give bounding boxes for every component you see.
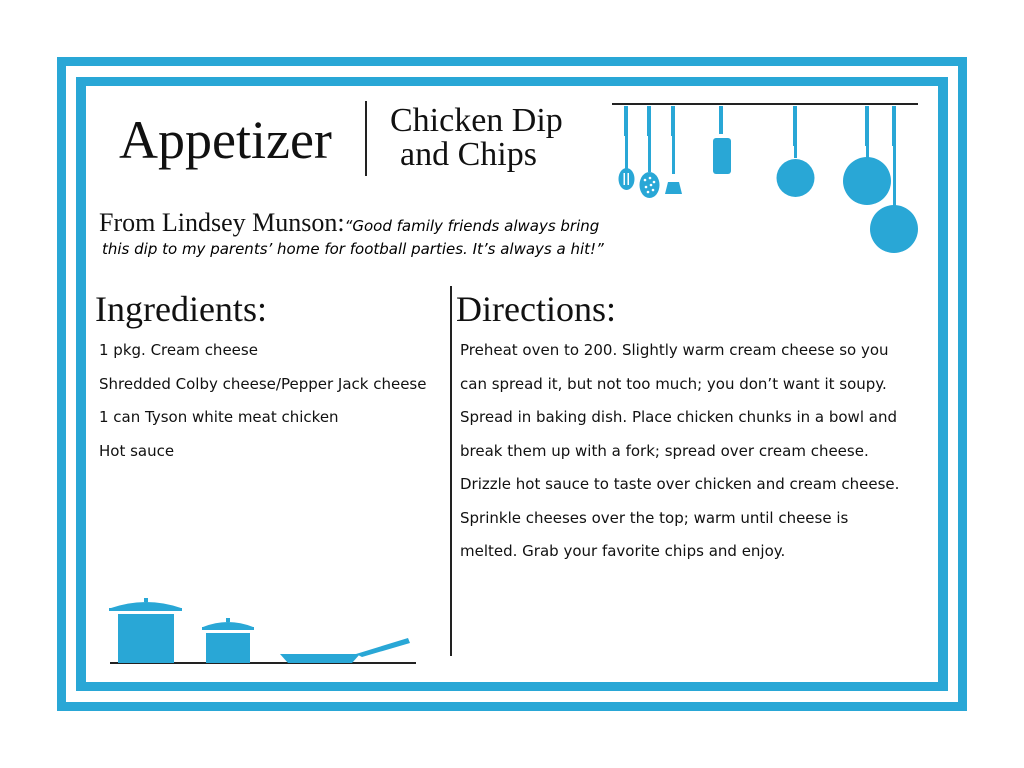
recipe-source: From Lindsey Munson: [99,208,345,237]
title-divider [365,101,367,176]
recipe-attribution [99,208,659,258]
dish-title [390,104,610,172]
directions-line: Preheat oven to 200. Slightly warm cream cheese so you [460,341,889,359]
ingredient-item: 1 pkg. Cream cheese [99,341,258,359]
ingredients-heading: Ingredients: [95,289,267,329]
dish-title-line1: Chicken Dip [390,102,563,139]
directions-heading: Directions: [456,289,616,329]
directions-line: Sprinkle cheeses over the top; warm until cheese is [460,508,849,527]
ingredient-item: 1 can Tyson white meat chicken [99,408,339,426]
directions-line: melted. Grab your favorite chips and enjoy. [460,542,786,560]
directions-line: Spread in baking dish. Place chicken chunks in a bowl and [460,408,897,426]
dish-title-line2: and Chips [400,136,537,173]
recipe-category: Appetizer [119,110,332,170]
pots-and-pan-icon [106,592,422,668]
ingredient-item: Shredded Colby cheese/Pepper Jack cheese [99,374,427,393]
hanging-utensils-icon [600,98,930,263]
ingredients-list [99,334,426,468]
directions-line: Drizzle hot sauce to taste over chicken and cream cheese. [460,475,900,493]
directions-text [460,334,899,569]
recipe-quote-line2: this dip to my parents’ home for football parties. It’s always a hit!” [102,240,604,258]
directions-line: break them up with a fork; spread over cream cheese. [460,441,869,460]
recipe-quote-line1: “Good family friends always bring [344,217,600,235]
ingredient-item: Hot sauce [99,441,175,460]
column-divider [450,286,452,656]
directions-line: can spread it, but not too much; you don’t want it soupy. [460,374,887,393]
